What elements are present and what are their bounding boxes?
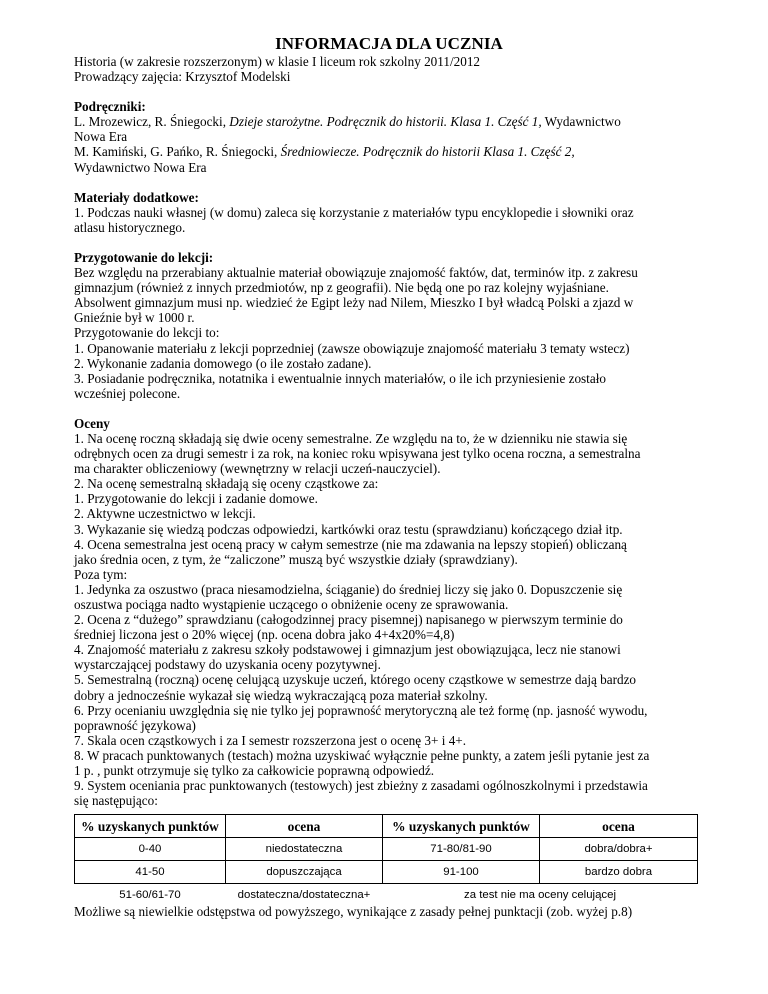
table-cell: dobra/dobra+ — [540, 838, 698, 861]
text-line: 1. Jedynka za oszustwo (praca niesamodzielna, ściąganie) do średniej liczy się jako 0. Dopuszczenie się — [74, 581, 623, 597]
text-line: 4. Znajomość materiału z zakresu szkoły podstawowej i gimnazjum jest obowiązująca, lecz nie stanowi — [74, 642, 621, 658]
materials-heading: Materiały dodatkowe: — [74, 189, 199, 205]
text-line: jako średnia ocen, z tym, że “zaliczone” muszą być wszystkie działy (sprawdziany). — [74, 551, 518, 567]
text-line: 6. Przy ocenianiu uwzględnia się nie tylko jej poprawność merytoryczną ale też formę (np. jasność wywodu, — [74, 702, 648, 718]
table-header-row — [75, 815, 698, 838]
text-line: 1. Podczas nauki własnej (w domu) zaleca się korzystanie z materiałów typu encyklopedie i słowniki oraz — [74, 204, 634, 220]
text-line: 1. Przygotowanie do lekcji i zadanie domowe. — [74, 491, 318, 507]
text-line: Absolwent gimnazjum musi np. wiedzieć że Egipt leży nad Nilem, Mieszko I był władcą Polski a zjazd w — [74, 295, 634, 311]
page-title: INFORMACJA DLA UCZNIA — [275, 34, 503, 53]
materials-text — [74, 205, 704, 235]
text-line: poprawność językowa) — [74, 717, 196, 733]
text-line: 2. Aktywne uczestnictwo w lekcji. — [74, 506, 256, 522]
text-line: Przygotowanie do lekcji to: — [74, 325, 220, 341]
text-line: 5. Semestralną (roczną) ocenę celującą uzyskuje uczeń, którego oceny cząstkowe w semestrze dają bardzo — [74, 672, 637, 688]
text-line: 3. Posiadanie podręcznika, notatnika i ewentualnie innych materiałów, o ile ich przyniesienie zostało — [74, 370, 606, 386]
grading-scale-table — [74, 814, 698, 906]
text-line: 2. Ocena z “dużego” sprawdzianu (całogodzinnej pracy pisemnej) napisanego w pierwszym terminie do — [74, 612, 623, 628]
table-note-cell: za test nie ma oceny celującej — [464, 888, 616, 901]
text-line: ma charakter obliczeniowy (wewnętrzny w relacji uczeń-nauczyciel). — [74, 461, 441, 477]
text-line: 2. Wykonanie zadania domowego (o ile zostało zadane). — [74, 355, 372, 371]
textbook-2-authors: M. Kamiński, G. Pańko, R. Śniegocki, — [74, 144, 281, 160]
table-cell: 41-50 — [75, 861, 226, 884]
text-line: 1. Na ocenę roczną składają się dwie oceny semestralne. Ze względu na to, że w dzienniku nie stawia się — [74, 430, 628, 446]
text-line: 3. Wykazanie się wiedzą podczas odpowiedzi, kartkówki oraz testu (sprawdzianu) kończącego dział itp. — [74, 521, 623, 537]
table-cell: 91-100 — [383, 861, 540, 884]
text-line: 9. System oceniania prac punktowanych (testowych) jest zbieżny z zasadami ogólnoszkolnymi i przedstawia — [74, 778, 648, 794]
footer-note: Możliwe są niewielkie odstępstwa od powyższego, wynikające z zasady pełnej punktacji (zob. wyżej p.8) — [74, 904, 633, 920]
text-line: Gnieźnie był w 1000 r. — [74, 310, 195, 326]
text-line: 4. Ocena semestralna jest oceną pracy w całym semestrze (nie ma zdawania na lepszy stopień) obliczaną — [74, 536, 627, 552]
header-grade-1: ocena — [226, 815, 383, 838]
textbook-1 — [74, 114, 704, 129]
text-line: atlasu historycznego. — [74, 219, 186, 235]
text-line: odrębnych ocen za drugi semestr i za rok, na koniec roku wpisywana jest tylko ocena roczna, a semestralna — [74, 446, 641, 462]
text-line: wcześniej polecone. — [74, 385, 181, 401]
textbook-2-title: Średniowiecze. Podręcznik do historii Klasa 1. Część 2, — [280, 144, 575, 160]
table-row — [75, 861, 698, 884]
preparation-text — [74, 265, 704, 401]
table-row — [75, 838, 698, 861]
header-grade-2: ocena — [540, 815, 698, 838]
grades-heading: Oceny — [74, 415, 110, 431]
table-cell: dostateczna/dostateczna+ — [237, 888, 371, 901]
teacher-line: Prowadzący zajęcia: Krzysztof Modelski — [74, 69, 291, 85]
textbook-2 — [74, 144, 704, 159]
textbook-1-publisher-cont: Nowa Era — [74, 129, 128, 145]
textbook-1-authors: L. Mrozewicz, R. Śniegocki, — [74, 114, 230, 130]
text-line: 2. Na ocenę semestralną składają się oceny cząstkowe za: — [74, 476, 379, 492]
textbook-1-publisher: Wydawnictwo — [541, 114, 621, 130]
text-line: dobry a jednocześnie wykazał się wiedzą wykraczającą poza materiał szkolny. — [74, 687, 488, 703]
text-line: się następująco: — [74, 793, 158, 809]
text-line: Poza tym: — [74, 566, 128, 582]
text-line: 1 p. , punkt otrzymuje się tylko za całkowicie poprawną odpowiedź. — [74, 763, 434, 779]
text-line: 7. Skala ocen cząstkowych i za I semestr rozszerzona jest o ocenę 3+ i 4+. — [74, 732, 467, 748]
header-points-1: % uzyskanych punktów — [75, 815, 226, 838]
table-cell: bardzo dobra — [540, 861, 698, 884]
header-points-2: % uzyskanych punktów — [383, 815, 540, 838]
textbooks-heading: Podręczniki: — [74, 99, 146, 115]
textbook-1-title: Dzieje starożytne. Podręcznik do historii. Klasa 1. Część 1, — [229, 114, 542, 130]
table-cell: niedostateczna — [226, 838, 383, 861]
textbook-2-publisher: Wydawnictwo Nowa Era — [74, 159, 207, 175]
table-cell: 51-60/61-70 — [119, 888, 181, 901]
grades-text — [74, 431, 704, 808]
document-page — [74, 34, 704, 919]
text-line: gimnazjum (również z innych przedmiotów, np z geografii). Nie będą one po raz kolejny wyjaśniane. — [74, 280, 609, 296]
text-line: wystarczającej podstawy do uzyskania oceny pozytywnej. — [74, 657, 381, 673]
subject-line: Historia (w zakresie rozszerzonym) w klasie I liceum rok szkolny 2011/2012 — [74, 54, 481, 69]
preparation-heading: Przygotowanie do lekcji: — [74, 249, 214, 265]
text-line: Bez względu na przerabiany aktualnie materiał obowiązuje znajomość faktów, dat, terminów itp. z zakresu — [74, 265, 638, 281]
text-line: 1. Opanowanie materiału z lekcji poprzedniej (zawsze obowiązuje znajomość materiału 3 tematy wstecz) — [74, 340, 630, 356]
table-cell: dopuszczająca — [226, 861, 383, 884]
table-cell: 0-40 — [75, 838, 226, 861]
text-line: średniej liczona jest o 20% więcej (np. ocena dobra jako 4+4x20%=4,8) — [74, 627, 455, 643]
text-line: oszustwa pociąga nadto wystąpienie uczącego o obniżenie oceny ze sprawowania. — [74, 597, 509, 612]
table-row — [75, 884, 698, 907]
table-cell: 71-80/81-90 — [383, 838, 540, 861]
text-line: 8. W pracach punktowanych (testach) można uzyskiwać wyłącznie pełne punkty, a zatem jeśli pytanie jest za — [74, 747, 650, 763]
